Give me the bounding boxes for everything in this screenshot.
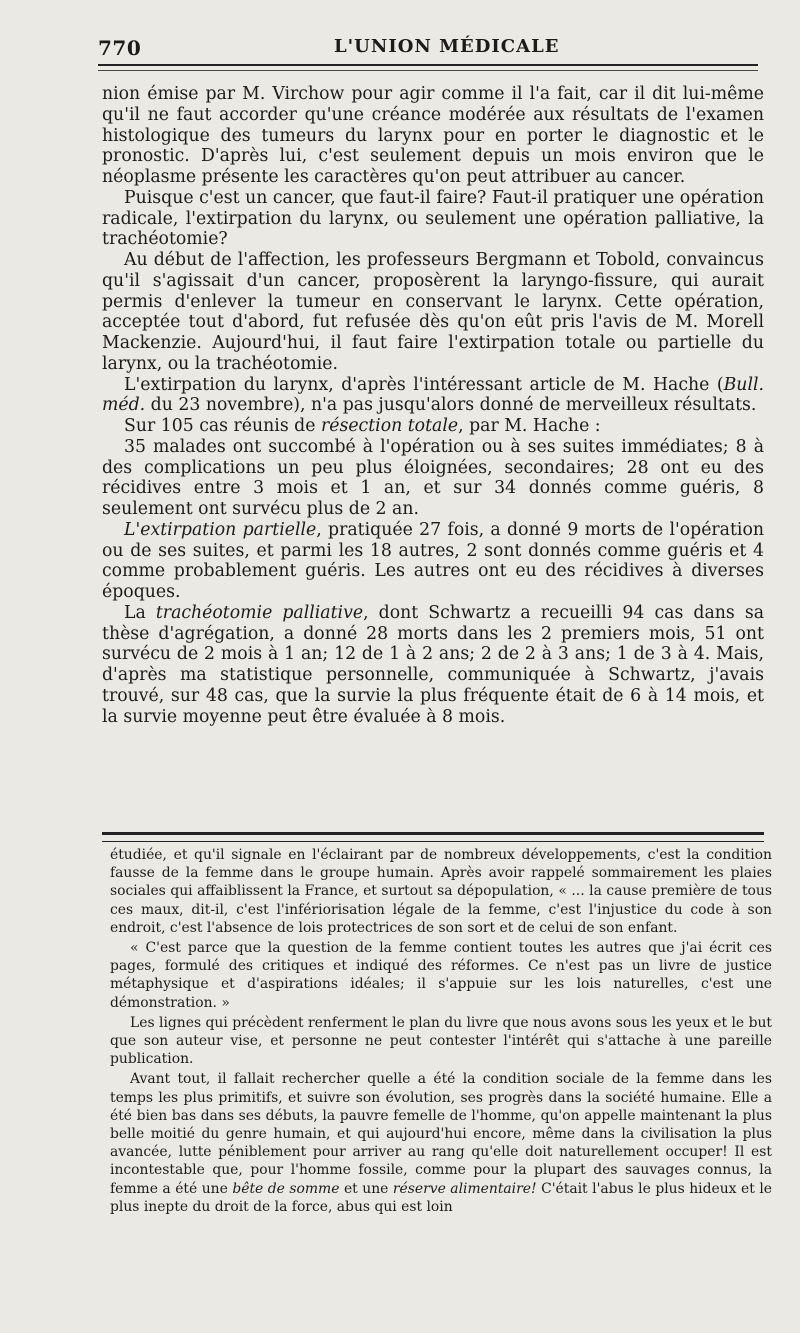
running-title: L'UNION MÉDICALE — [334, 36, 560, 57]
emphasis: réserve alimentaire! — [392, 1180, 537, 1197]
main-article — [102, 84, 764, 727]
text-run: , dont Schwartz a recueilli 94 cas dans sa thèse d'agrégation, a donné 28 morts dans les 2 premiers mois, 51 ont survécu de 2 mois à 1 an; 12 de 1 à 2 ans; 2 de 2 à 3 ans; 1 de 3 à 4. Mais, d'après ma statistique personnelle, communiquée à Schwartz, j'avais trouvé, sur 48 cas, que la survie la plus fréquente était de 6 à 14 mois, et la survie moyenne peut être évaluée à 8 mois. — [102, 602, 764, 727]
reference-journal: Bull. méd. — [102, 374, 764, 416]
text-run: C'était l'abus le plus hideux et le plus inepte du droit de la force, abus qui est loin — [110, 1180, 772, 1215]
text-run: et une — [339, 1180, 393, 1197]
paragraph: Les lignes qui précèdent renferment le plan du livre que nous avons sous les yeux et le but que son auteur vise, et personne ne peut contester l'intérêt qui s'attache à une pareille publication. — [110, 1014, 772, 1068]
feuilleton-text — [110, 846, 772, 1218]
paragraph: étudiée, et qu'il signale en l'éclairant par de nombreux développements, c'est la condition fausse de la femme dans le groupe humain. Après avoir rappelé sommairement les plaies sociales qui affaiblissent la France, et surtout sa dépopulation, « ... la cause première de tous ces maux, dit-il, c'est l'infériorisation légale de la femme, c'est l'injustice du code à son endroit, c'est l'absence de lois protectrices de son sort et de celui de son enfant. — [110, 847, 772, 936]
emphasis: résection totale — [320, 416, 459, 436]
text-run: du 23 novembre), n'a pas jusqu'alors donné de merveilleux résultats. — [145, 395, 757, 416]
text-run: L'extirpation du larynx, d'après l'intéressant article de M. Hache ( — [124, 374, 724, 395]
paragraph — [102, 416, 764, 437]
text-run: , par M. Hache : — [458, 416, 601, 436]
paragraph — [102, 603, 764, 728]
emphasis: trachéotomie palliative — [155, 602, 364, 623]
text-run: , pratiquée 27 fois, a donné 9 morts de l'opération ou de ses suites, et parmi les 18 autres, 2 sont donnés comme guéris et 4 comme probablement guéris. Les autres ont eu des récidives à diverses époques. — [102, 519, 764, 602]
header-rule — [98, 70, 758, 71]
page-number: 770 — [98, 36, 142, 60]
paragraph — [102, 375, 764, 417]
text-run: Sur 105 cas réunis de — [124, 416, 321, 436]
paragraph: nion émise par M. Virchow pour agir comme il l'a fait, car il dit lui-même qu'il ne faut accorder qu'une créance modérée aux résultats de l'examen histologique des tumeurs du larynx pour en porter le diagnostic et le pronostic. D'après lui, c'est seulement depuis un mois environ que le néoplasme présente les caractères qu'on peut attribuer au cancer. — [102, 84, 764, 187]
paragraph — [102, 520, 764, 603]
emphasis: L'extirpation partielle — [124, 519, 317, 540]
paragraph: 35 malades ont succombé à l'opération ou à ses suites immédiates; 8 à des complications un peu plus éloignées, secondaires; 28 ont eu des récidives entre 3 mois et 1 an, et sur 34 donnés comme guéris, 8 seulement ont survécu plus de 2 an. — [102, 436, 764, 519]
text-run: Avant tout, il fallait rechercher quelle a été la condition sociale de la femme dans les temps les plus primitifs, et suivre son évolution, ses progrès dans la société humaine. Elle a été bien bas dans ses débuts, la pauvre femelle de l'homme, qu'on appelle maintenant la plus belle moitié du genre humain, et qui aujourd'hui encore, même dans la civilisation la plus avancée, lutte péniblement pour arriver au rang qu'elle doit naturellement occuper! Il est incontestable que, pour l'homme fossile, comme pour la plupart des sauvages connus, la femme a été une — [110, 1071, 772, 1197]
paragraph — [110, 1070, 772, 1216]
paragraph: « C'est parce que la question de la femme contient toutes les autres que j'ai écrit ces pages, formulé des critiques et indiqué des réformes. Ce n'est pas un livre de justice métaphysique et d'aspirations idéales; il s'appuie sur les lois naturelles, c'est une démonstration. » — [110, 940, 772, 1011]
section-separator — [102, 832, 764, 842]
emphasis: bête de somme — [232, 1180, 340, 1197]
paragraph: Au début de l'affection, les professeurs Bergmann et Tobold, convaincus qu'il s'agissait d'un cancer, proposèrent la laryngo-fissure, qui aurait permis d'enlever la tumeur en conservant le larynx. Cette opération, acceptée tout d'abord, fut refusée dès qu'on eût pris l'avis de M. Morell Mackenzie. Aujourd'hui, il faut faire l'extirpation totale ou partielle du larynx, ou la trachéotomie. — [102, 250, 764, 374]
text-run: La — [124, 602, 156, 623]
page-header — [98, 30, 758, 66]
paragraph: Puisque c'est un cancer, que faut-il faire? Faut-il pratiquer une opération radicale, l'extirpation du larynx, ou seulement une opération palliative, la trachéotomie? — [102, 187, 764, 250]
